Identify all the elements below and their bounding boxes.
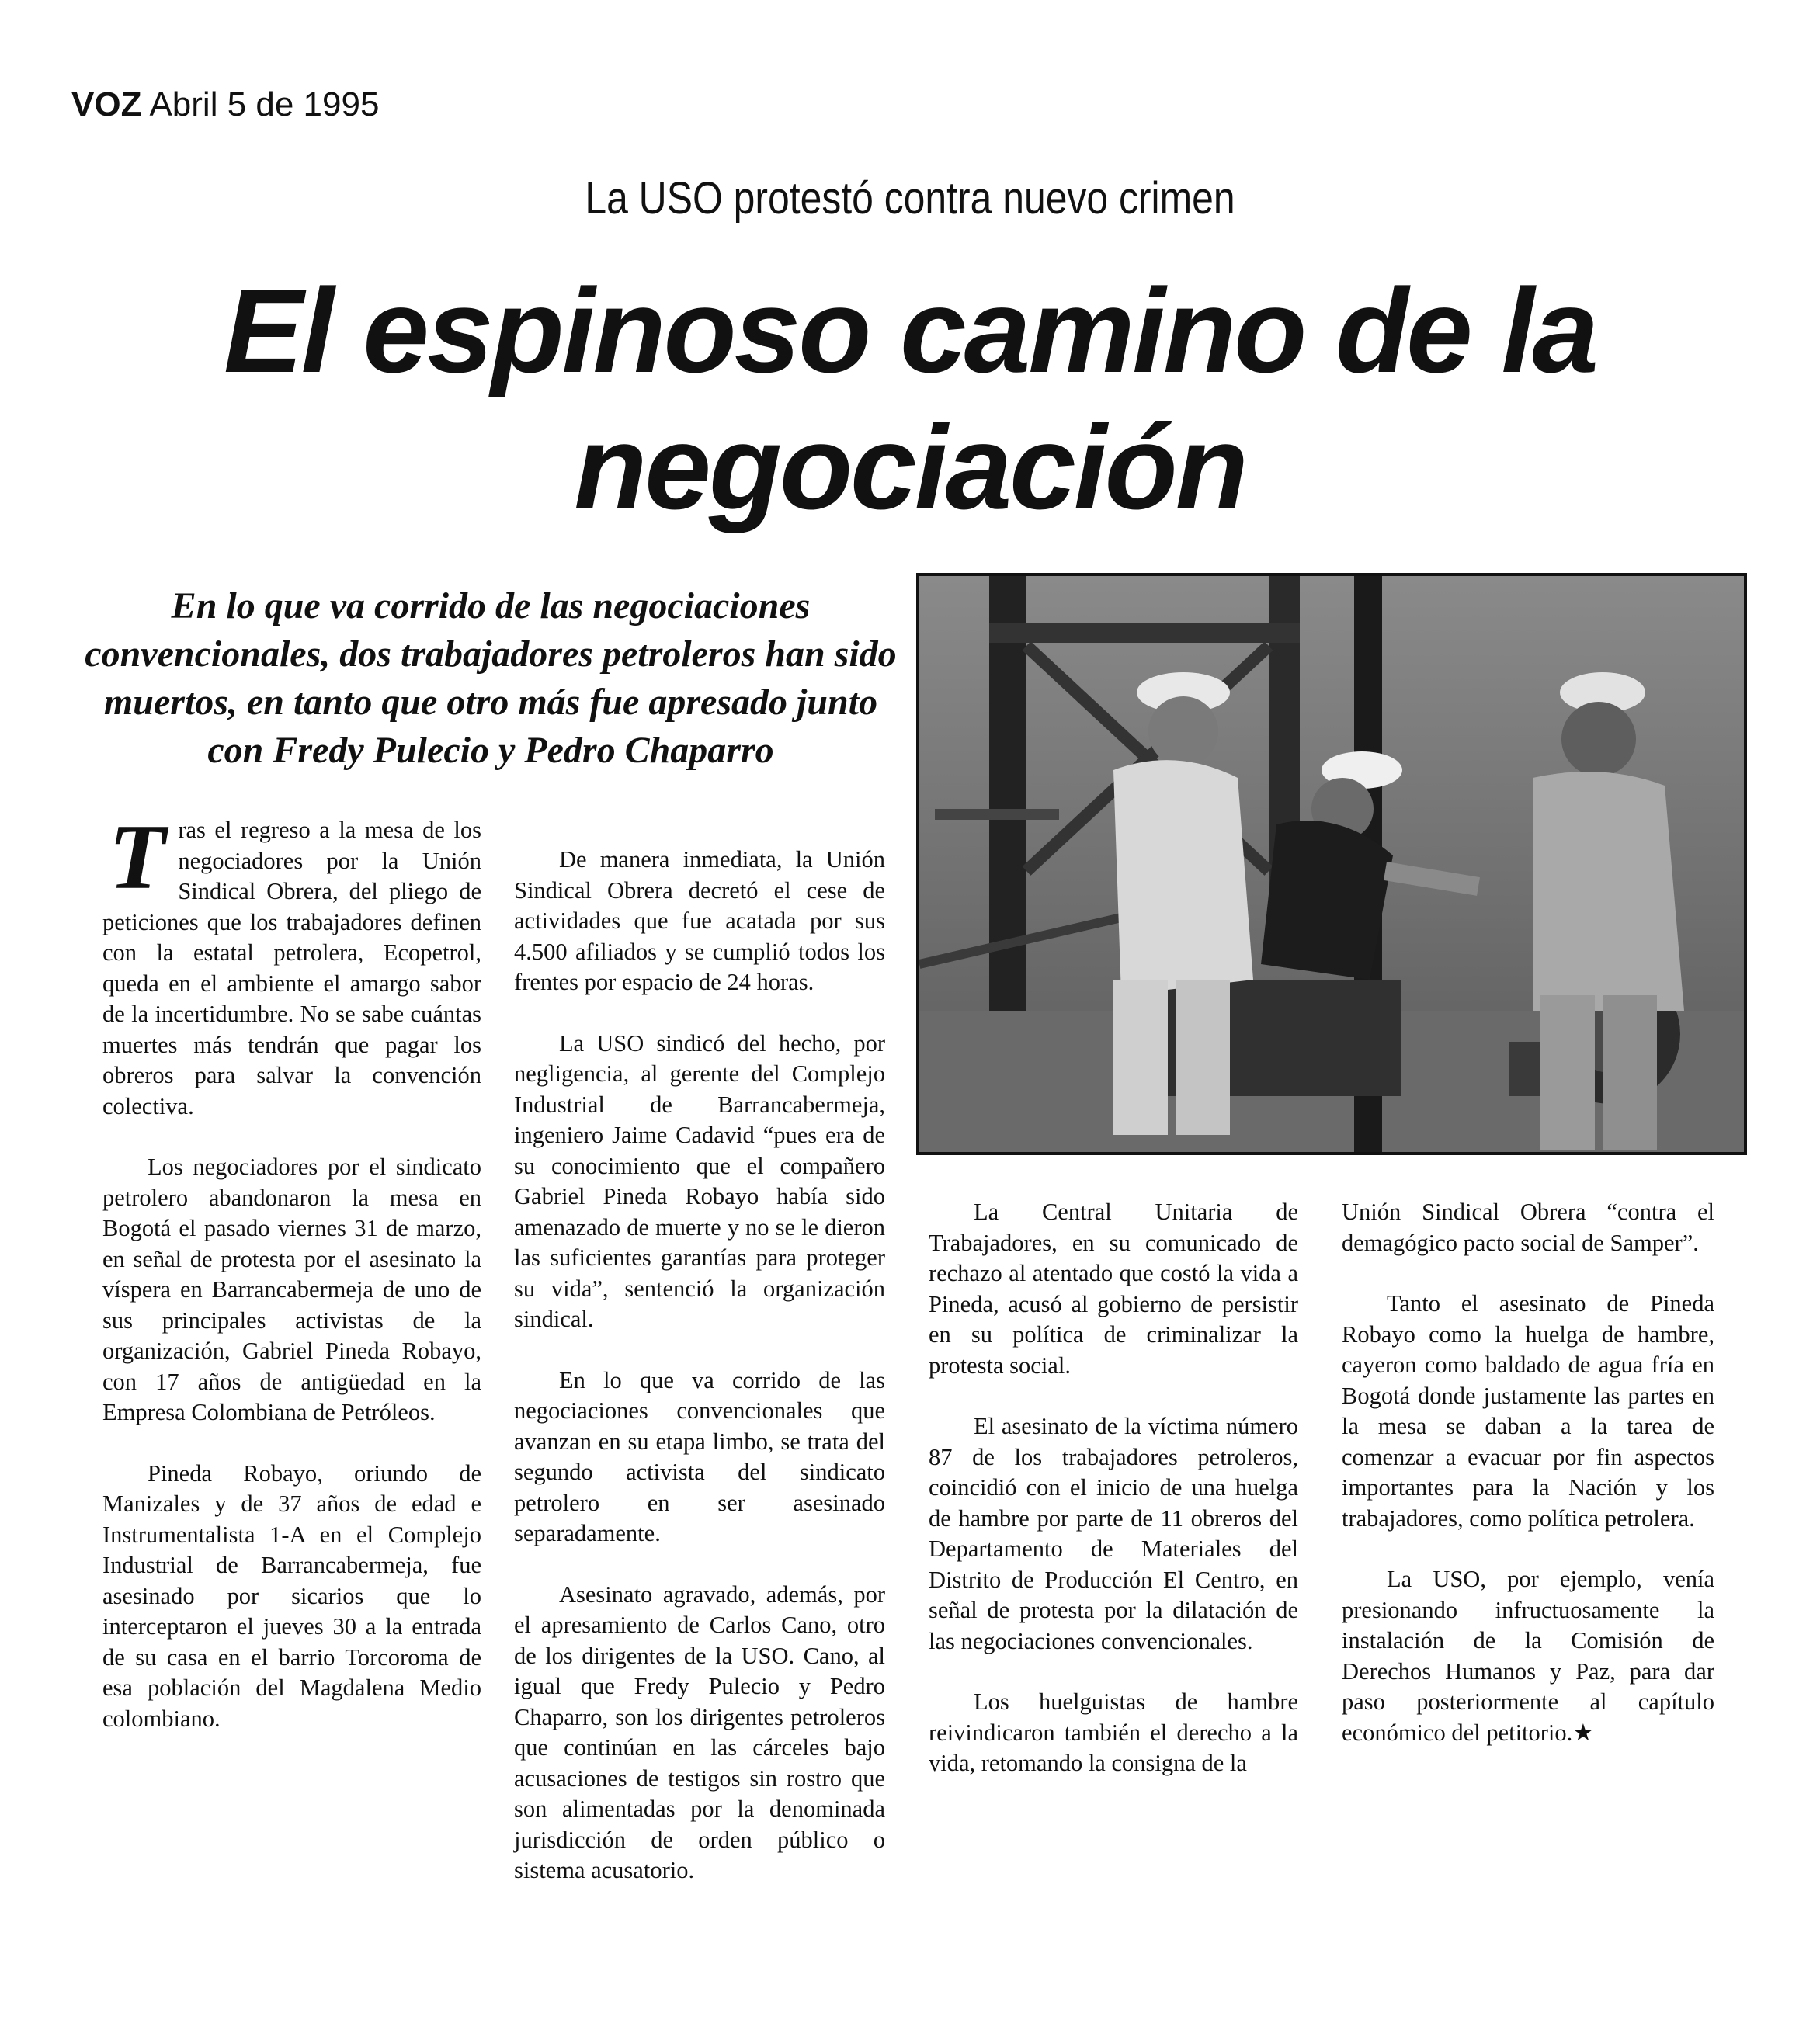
- column-4: [1342, 1197, 1714, 1778]
- paragraph: Unión Sindical Obrera “contra el demagógico pacto social de Samper”.: [1342, 1199, 1714, 1256]
- oil-workers-photo: [916, 573, 1747, 1155]
- paragraph: El asesinato de la víctima número 87 de los trabajadores petroleros, coincidió con el inicio de una huelga de hambre por parte de 11 obreros del Departamento de Materiales del Distrito de Producción El Centro, en señal de protesta por la dilatación de las negociaciones convencionales.: [929, 1413, 1298, 1654]
- headline-line-2: negociación: [574, 401, 1246, 534]
- paragraph: En lo que va corrido de las negociaciones convencionales que avanzan en su etapa limbo, se trata del segundo activista del sindicato petrolero en ser asesinado separadamente.: [514, 1366, 885, 1546]
- photo-illustration: [919, 576, 1744, 1152]
- paragraph: De manera inmediata, la Unión Sindical Obrera decretó el cese de actividades que fue acatada por sus 4.500 afiliados y se cumplió todos los frentes por espacio de 24 horas.: [514, 846, 885, 995]
- paragraph: Los huelguistas de hambre reivindicaron también el derecho a la vida, retomando la consigna de la: [929, 1688, 1298, 1776]
- paragraph: Tras el regreso a la mesa de los negociadores por la Unión Sindical Obrera, del pliego de peticiones que los trabajadores definen con la estatal petrolera, Ecopetrol, queda en el ambiente el amargo sabor de la incertidumbre. No se sabe cuántas muertes más tendrán que pagar los obreros para salvar la convención colectiva.: [102, 805, 481, 1119]
- headline: [0, 262, 1820, 536]
- paragraph: Los negociadores por el sindicato petrolero abandonaron la mesa en Bogotá el pasado viernes 31 de marzo, en señal de protesta por el asesinato la víspera en Barrancabermeja de uno de sus principales activistas de la organización, Gabriel Pineda Robayo, con 17 años de antigüedad en la Empresa Colombiana de Petróleos.: [102, 1154, 481, 1425]
- paragraph: La USO, por ejemplo, venía presionando infructuosamente la instalación de la Comisión de Derechos Humanos y Paz, para dar paso posteriormente al capítulo económico del petitorio.★: [1342, 1566, 1714, 1746]
- column-1: [102, 805, 481, 1765]
- masthead: [71, 85, 379, 124]
- paragraph: Tanto el asesinato de Pineda Robayo como la huelga de hambre, cayeron como baldado de agua fría en Bogotá donde justamente las partes en la mesa se daban a la tarea de comenzar a evacuar por fin aspectos importantes para la Nación y los trabajadores, como política petrolera.: [1342, 1290, 1714, 1532]
- column-3: [929, 1197, 1298, 1810]
- paragraph: Asesinato agravado, además, por el apresamiento de Carlos Cano, otro de los dirigentes de la USO. Cano, al igual que Fredy Pulecio y Pedro Chaparro, son los dirigentes petroleros que continúan en las cárceles bajo acusaciones de testigos sin rostro que son alimentadas por la denominada jurisdicción de orden público o sistema acusatorio.: [514, 1581, 885, 1883]
- dek: En lo que va corrido de las negociaciones convencionales, dos trabajadores petroleros han sido muertos, en tanto que otro más fue apresado junto con Fredy Pulecio y Pedro Chaparro: [85, 585, 897, 771]
- headline-line-1: El espinoso camino de la: [224, 264, 1596, 397]
- column-2: [514, 845, 885, 1917]
- paragraph: Pineda Robayo, oriundo de Manizales y de 37 años de edad e Instrumentalista 1-A en el Complejo Industrial de Barrancabermeja, fue asesinado por sicarios que lo interceptaron el jueves 30 a la entrada de su casa en el barrio Torcoroma de esa población del Magdalena Medio colombiano.: [102, 1459, 481, 1732]
- publication-date: Abril 5 de 1995: [149, 85, 380, 123]
- paragraph: La USO sindicó del hecho, por negligencia, al gerente del Complejo Industrial de Barrancabermeja, ingeniero Jaime Cadavid “pues era de su conocimiento que el compañero Gabriel Pineda Robayo había sido amenazado de muerte y no se le dieron las suficientes garantías para proteger su vida”, sentenció la organización sindical.: [514, 1029, 885, 1332]
- paragraph: La Central Unitaria de Trabajadores, en su comunicado de rechazo al atentado que costó la vida a Pineda, acusó al gobierno de persistir en su política de criminalizar la protesta social.: [929, 1199, 1298, 1379]
- kicker: La USO protestó contra nuevo crimen: [585, 173, 1235, 224]
- publication-name: VOZ: [71, 85, 142, 123]
